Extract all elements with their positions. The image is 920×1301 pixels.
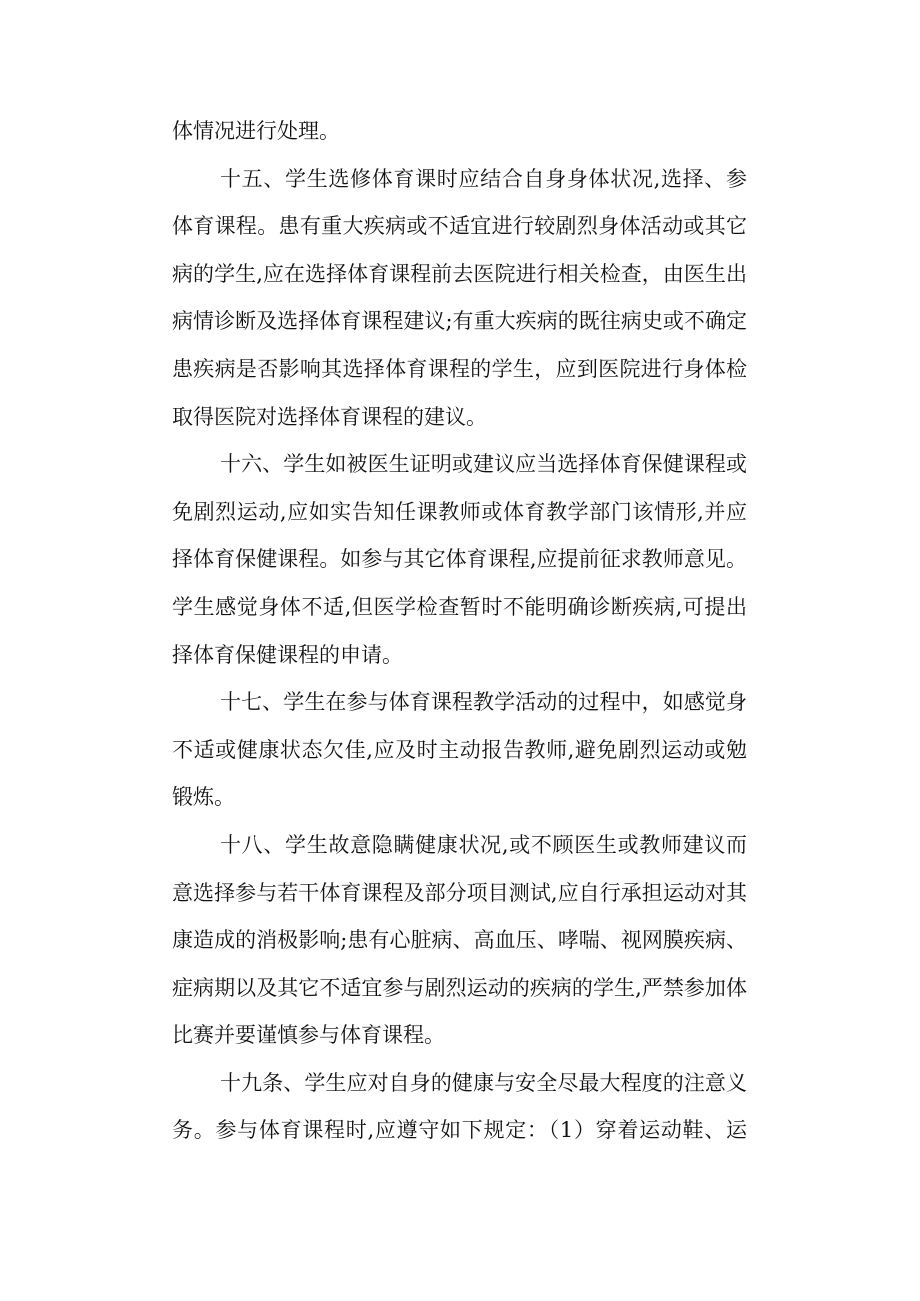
text-line: 病情诊断及选择体育课程建议;有重大疾病的既往病史或不确定 — [172, 309, 747, 334]
text-line: 症病期以及其它不适宜参与剧烈运动的疾病的学生,严禁参加体 — [172, 975, 747, 1000]
text-line: 学生感觉身体不适,但医学检查暂时不能明确诊断疾病,可提出 — [172, 594, 747, 619]
text-line: 务。参与体育课程时,应遵守如下规定：（1）穿着运动鞋、运 — [172, 1118, 747, 1143]
text-line: 十七、学生在参与体育课程教学活动的过程中，如感觉身 — [220, 690, 747, 715]
document-body — [172, 108, 747, 1155]
text-line: 十六、学生如被医生证明或建议应当选择体育保健课程或 — [220, 452, 747, 477]
text-line: 病的学生,应在选择体育课程前去医院进行相关检查，由医生出 — [172, 261, 747, 286]
text-line: 患疾病是否影响其选择体育课程的学生，应到医院进行身体检 — [172, 356, 747, 381]
text-line: 免剧烈运动,应如实告知任课教师或体育教学部门该情形,并应 — [172, 499, 747, 524]
text-line: 锻炼。 — [172, 785, 235, 810]
text-line: 比赛并要谨慎参与体育课程。 — [172, 1023, 445, 1048]
text-line: 取得医院对选择体育课程的建议。 — [172, 404, 487, 429]
text-line: 意选择参与若干体育课程及部分项目测试,应自行承担运动对其 — [172, 880, 747, 905]
text-line: 体情况进行处理。 — [172, 119, 340, 143]
text-line: 不适或健康状态欠佳,应及时主动报告教师,避免剧烈运动或勉 — [172, 737, 747, 762]
text-line: 择体育保健课程。如参与其它体育课程,应提前征求教师意见。 — [172, 547, 747, 572]
text-line: 十五、学生选修体育课时应结合自身身体状况,选择、参 — [220, 166, 747, 191]
text-line: 康造成的消极影响;患有心脏病、高血压、哮喘、视网膜疾病、 — [172, 928, 747, 953]
text-line: 体育课程。患有重大疾病或不适宜进行较剧烈身体活动或其它 — [172, 214, 747, 239]
text-line: 十九条、学生应对自身的健康与安全尽最大程度的注意义 — [220, 1070, 747, 1095]
text-line: 十八、学生故意隐瞒健康状况,或不顾医生或教师建议而 — [220, 832, 747, 857]
text-line: 择体育保健课程的申请。 — [172, 642, 403, 667]
